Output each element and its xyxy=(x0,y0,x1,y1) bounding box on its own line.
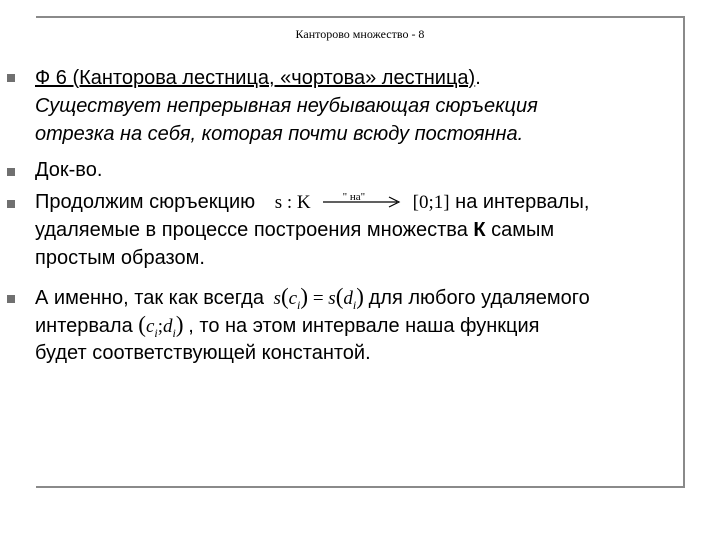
slide-header: Канторово множество - 8 xyxy=(295,27,425,41)
paren-close: ) xyxy=(356,284,364,309)
surjection-arrow xyxy=(321,190,403,214)
math-semicolon: ; xyxy=(157,316,164,337)
bullet-marker xyxy=(7,295,15,303)
math-sub-i: i xyxy=(154,326,158,340)
interval-after: , то на этом интервале наша функция xyxy=(188,315,540,337)
theorem-line-1 xyxy=(35,66,481,90)
math-c: c xyxy=(145,316,155,337)
namely-line xyxy=(35,285,590,312)
math-c: c xyxy=(288,288,298,309)
bullet-marker xyxy=(7,74,15,82)
bullet-marker xyxy=(7,168,15,176)
math-d: d xyxy=(343,288,353,309)
theorem-line-2: Существует непрерывная неубывающая сюръекция xyxy=(35,95,538,117)
arrow-label: " на" xyxy=(342,191,366,203)
math-eq: = xyxy=(312,288,324,309)
namely-after: для любого удаляемого xyxy=(368,287,590,309)
frame-top-line xyxy=(36,16,684,18)
final-line: будет соответствующей константой. xyxy=(35,342,371,364)
interval-word: интервала xyxy=(35,315,133,337)
continue-text: Продолжим сюръекцию xyxy=(35,191,256,213)
simple-way-line: простым образом. xyxy=(35,247,205,269)
math-sub-i: i xyxy=(172,326,176,340)
arrow-icon xyxy=(321,196,403,208)
removed-line xyxy=(35,218,554,242)
theorem-title-period: . xyxy=(475,67,481,89)
removed-text-before: удаляемые в процессе построения множества xyxy=(35,219,468,241)
bullet-marker xyxy=(7,200,15,208)
frame-bottom-line xyxy=(36,486,685,488)
namely-text: А именно, так как всегда xyxy=(35,287,264,309)
math-sub-i: i xyxy=(352,298,357,312)
paren-close: ) xyxy=(300,284,309,309)
theorem-line-3: отрезка на себя, которая почти всюду постоянна. xyxy=(35,123,524,145)
theorem-title: Ф 6 (Канторова лестница, «чортова» лестница) xyxy=(35,67,476,89)
math-sub-i: i xyxy=(297,298,301,312)
math-s: s xyxy=(328,288,336,309)
math-interval: [0;1] xyxy=(412,192,450,213)
proof-label: Док-во. xyxy=(35,159,103,181)
paren-close: ) xyxy=(175,312,184,337)
interval-line xyxy=(35,313,540,340)
formula-interval xyxy=(138,312,188,340)
paren-open: ( xyxy=(335,284,344,309)
continue-after: на интервалы, xyxy=(455,191,590,213)
formula-equality xyxy=(273,284,369,312)
math-d: d xyxy=(163,316,173,337)
set-letter: К xyxy=(473,219,486,241)
paren-open: ( xyxy=(138,312,146,337)
math-s-colon-k: s : K xyxy=(274,192,311,213)
frame-right-line xyxy=(683,16,685,488)
paren-open: ( xyxy=(280,284,289,309)
continue-line xyxy=(35,190,589,215)
removed-text-after: самым xyxy=(491,219,555,241)
math-s: s xyxy=(273,288,281,309)
